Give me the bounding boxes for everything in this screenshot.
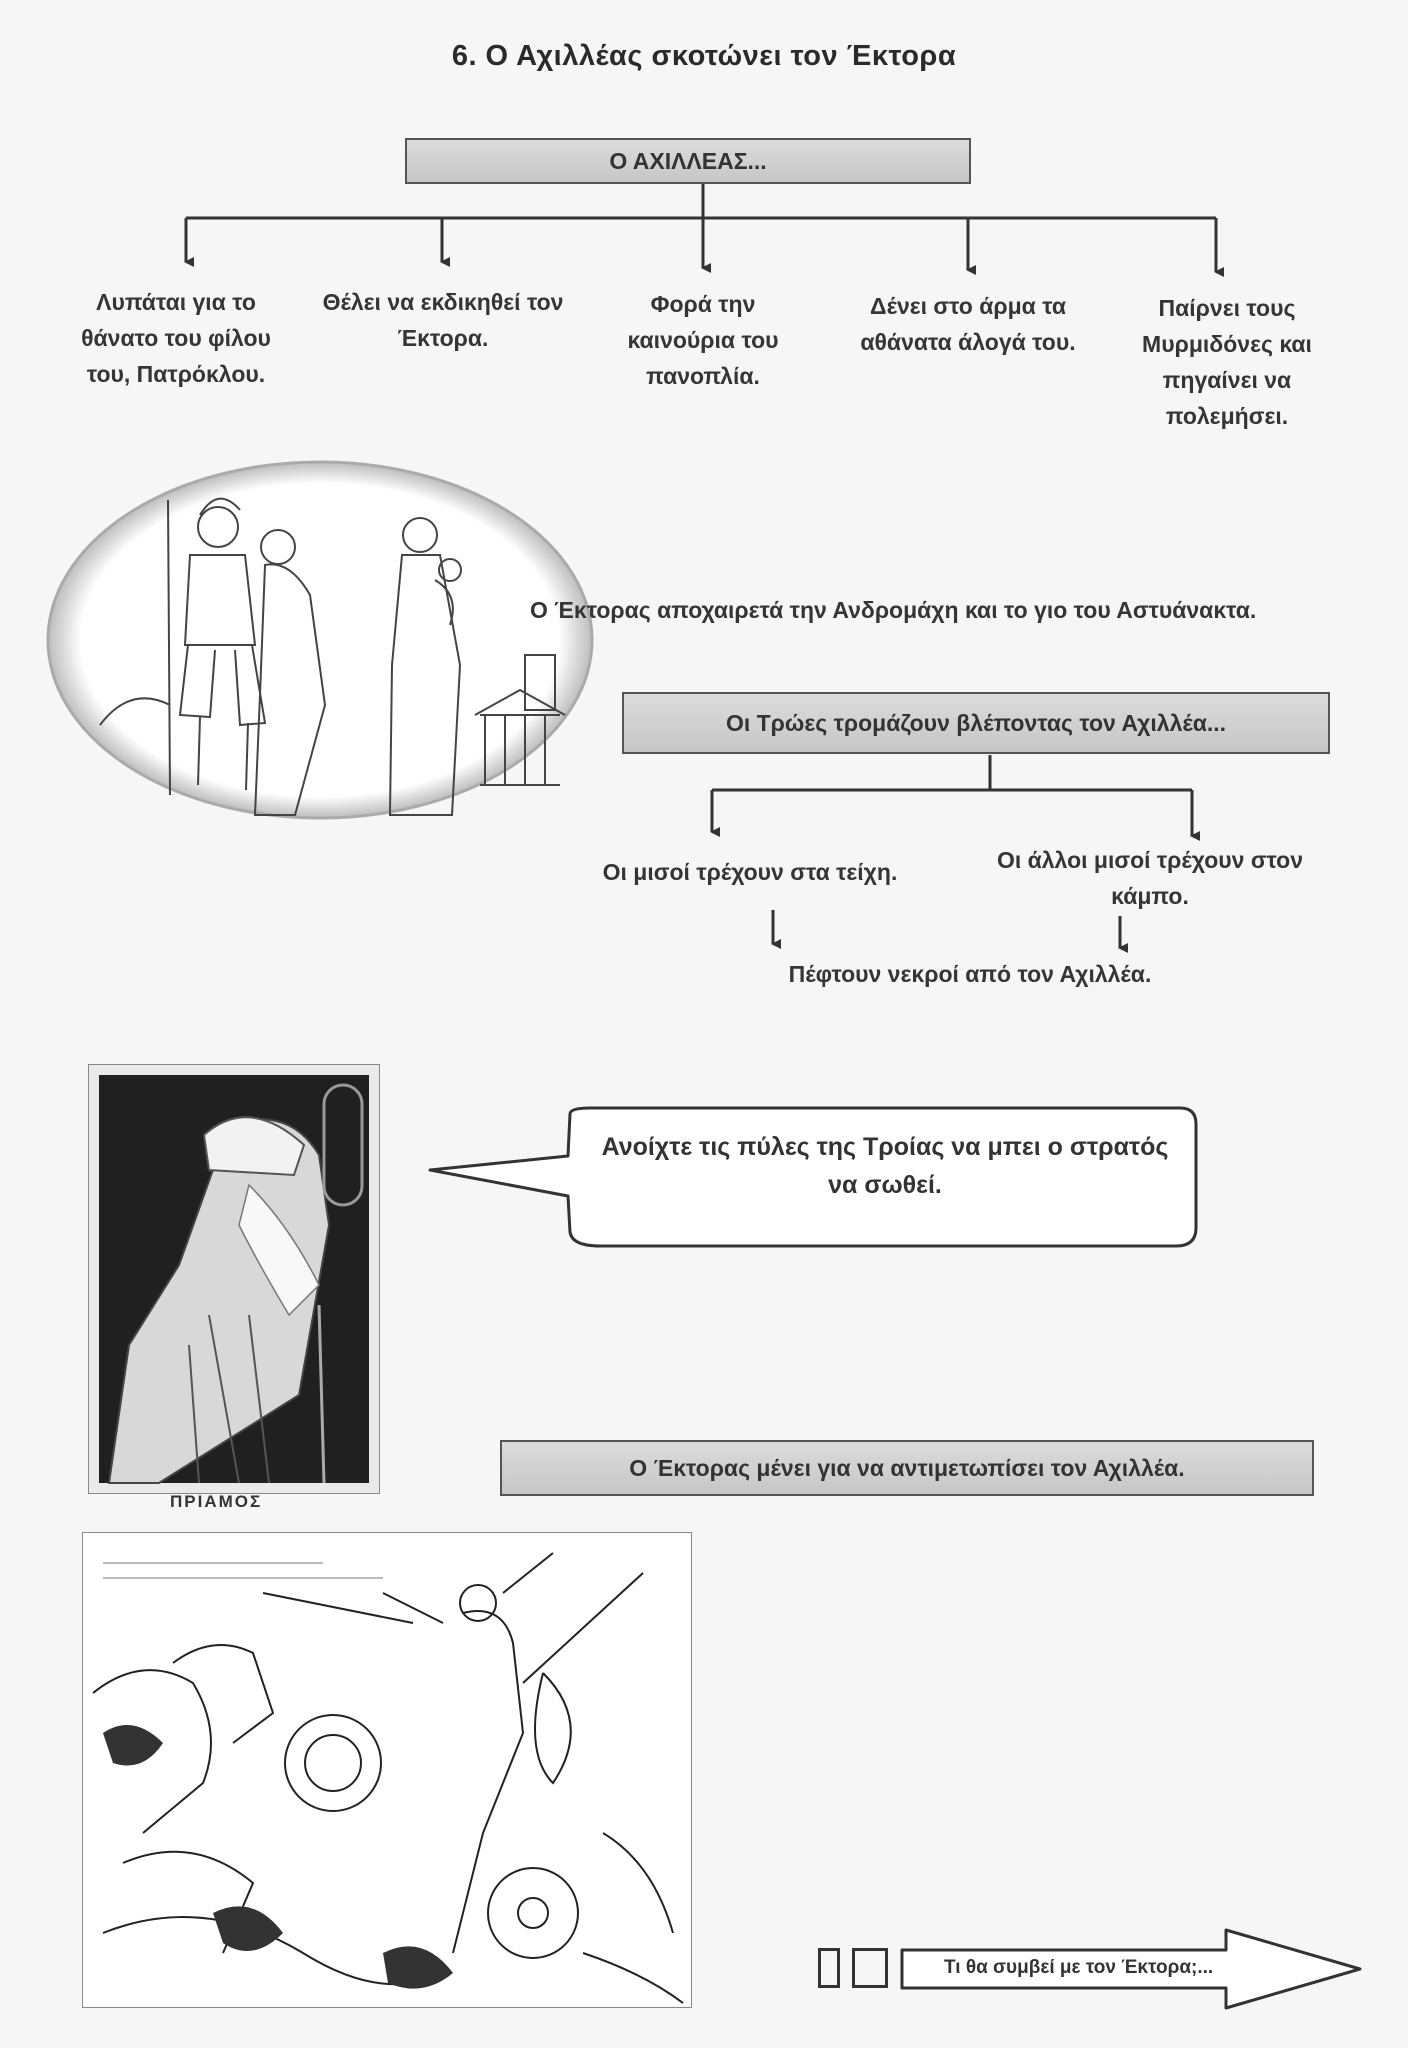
trojans-box [622,692,1330,754]
priam-figure [89,1065,379,1493]
hector-farewell-illustration [40,455,600,825]
trojans-result: Πέφτουν νεκροί από τον Αχιλλέα. [788,961,1152,987]
page-title: 6. Ο Αχιλλέας σκοτώνει τον Έκτορα [451,40,957,72]
checkbox-square-2[interactable] [852,1948,888,1988]
priam-speech: Ανοίχτε τις πύλες της Τροίας να μπει ο στρατός να σωθεί. [601,1133,1169,1199]
trojans-label: Οι Τρώες τρομάζουν βλέποντας τον Αχιλλέα... [725,709,1227,736]
achilles-label: Ο ΑΧΙΛΛΕΑΣ... [609,147,767,174]
trojans-left: Οι μισοί τρέχουν στα τείχη. [602,859,898,885]
achilles-item-myrmidons: Παίρνει τους Μυρμιδόνες και πηγαίνει να πολεμήσει. [1142,295,1312,429]
achilles-box [405,138,971,184]
checkbox-square-1[interactable] [818,1948,840,1988]
achilles-item-grief: Λυπάται για το θάνατο του φίλου του, Πατρόκλου. [81,289,271,387]
achilles-chariot-figure [83,1533,691,2007]
priam-caption: ΠΡΙΑΜΟΣ [170,1492,263,1511]
priam-portrait [88,1064,380,1494]
farewell-caption: Ο Έκτορας αποχαιρετά την Ανδρομάχη και το γιο του Αστυάνακτα. [530,597,1257,623]
hector-stays-box [500,1440,1314,1496]
hector-stays-label: Ο Έκτορας μένει για να αντιμετωπίσει τον Αχιλλέα. [629,1454,1185,1481]
achilles-item-armor: Φορά την καινούρια του πανοπλία. [627,291,779,389]
achilles-item-revenge: Θέλει να εκδικηθεί τον Έκτορα. [322,289,564,351]
next-question: Τι θα συμβεί με τον Έκτορα;... [944,1957,1214,1978]
battle-illustration [82,1532,692,2008]
trojans-right: Οι άλλοι μισοί τρέχουν στον κάμπο. [996,847,1304,909]
achilles-item-horses: Δένει στο άρμα τα αθάνατα άλογά του. [860,293,1076,355]
